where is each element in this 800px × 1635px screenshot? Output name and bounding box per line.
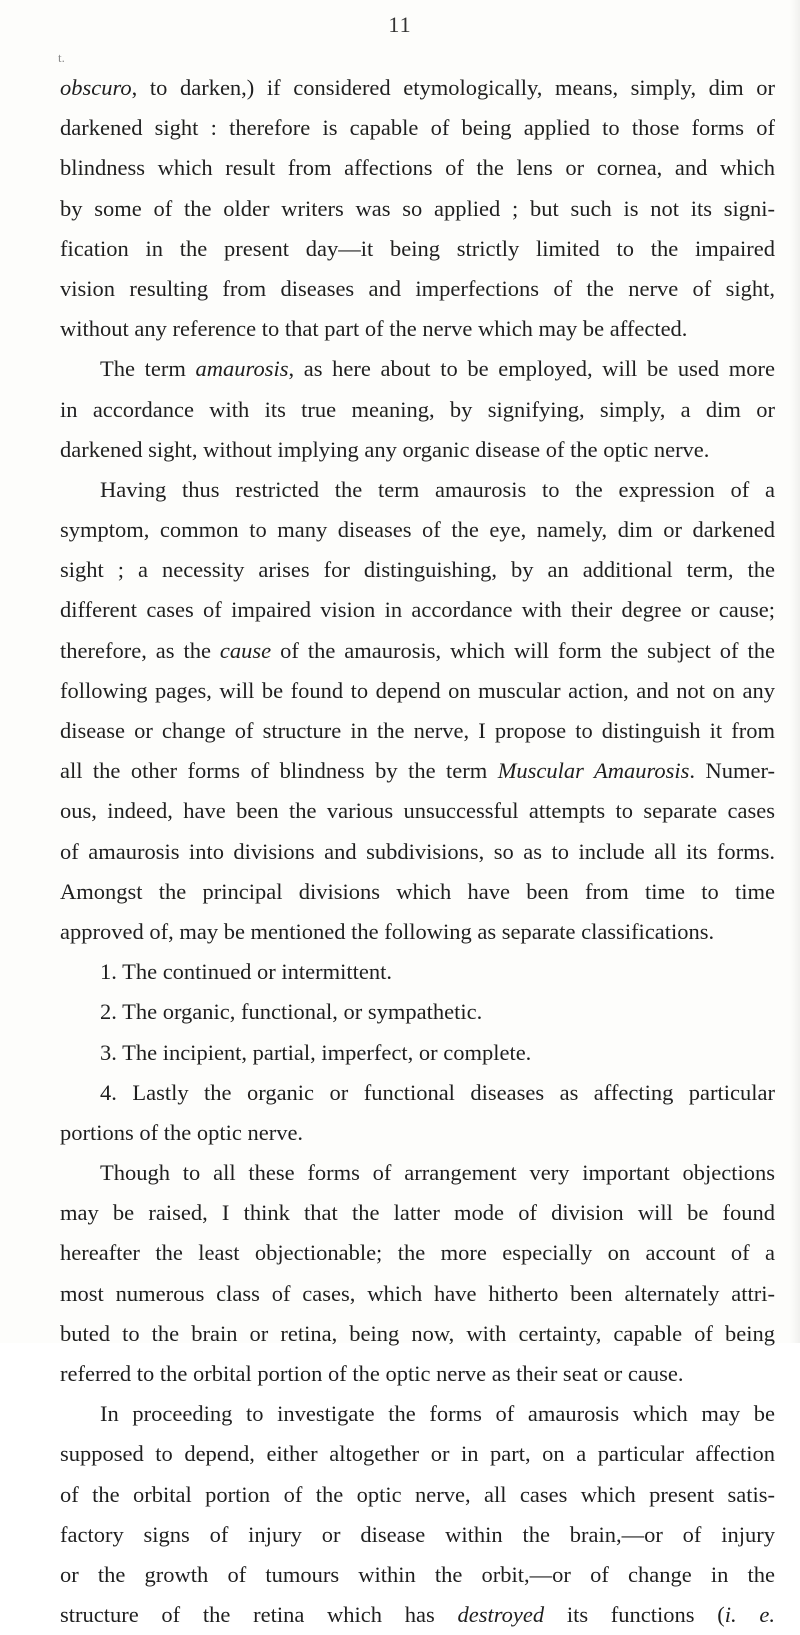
text-segment: by some of the older writers was so applied ; but such is not its signi- xyxy=(60,195,775,221)
text-line xyxy=(60,309,775,349)
text-line xyxy=(60,992,775,1032)
text-line xyxy=(60,631,775,671)
text-line xyxy=(60,108,775,148)
text-line xyxy=(60,349,775,389)
text-line xyxy=(60,590,775,630)
text-segment: its functions ( xyxy=(544,1602,725,1628)
text-line xyxy=(60,1595,775,1635)
text-segment: most numerous class of cases, which have hitherto been alternately attri- xyxy=(60,1280,775,1306)
text-line xyxy=(60,1515,775,1555)
text-segment: in accordance with its true meaning, by signifying, simply, a dim or xyxy=(60,396,775,422)
text-segment: approved of, may be mentioned the following as separate classifications. xyxy=(60,918,715,944)
italic-text: amaurosis xyxy=(195,356,289,382)
text-segment: Though to all these forms of arrangement very important objections xyxy=(100,1160,775,1186)
italic-text: destroyed xyxy=(457,1602,545,1628)
text-segment: vision resulting from diseases and imperfections of the nerve of sight, xyxy=(60,275,775,301)
text-segment: or the growth of tumours within the orbit,—or of change in the xyxy=(60,1561,775,1587)
text-line xyxy=(60,1394,775,1434)
text-segment: buted to the brain or retina, being now, with certainty, capable of being xyxy=(60,1320,775,1346)
text-line xyxy=(60,68,775,108)
body-text xyxy=(60,68,775,1635)
text-segment: symptom, common to many diseases of the eye, namely, dim or darkened xyxy=(60,517,775,543)
text-segment: factory signs of injury or disease within the brain,—or of injury xyxy=(60,1521,775,1547)
text-segment: blindness which result from affections of the lens or cornea, and which xyxy=(60,155,775,181)
text-line xyxy=(60,1555,775,1595)
text-line xyxy=(60,550,775,590)
text-line xyxy=(60,952,775,992)
text-segment: sight ; a necessity arises for distinguishing, by an additional term, the xyxy=(60,557,775,583)
text-segment: 2. The organic, functional, or sympathetic. xyxy=(100,999,483,1025)
text-segment: , to darken,) if considered etymologically, means, simply, dim or xyxy=(131,75,775,100)
text-segment: referred to the orbital portion of the optic nerve as their seat or cause. xyxy=(60,1361,684,1386)
italic-text: Muscular Amaurosis xyxy=(497,758,690,784)
text-line xyxy=(60,1073,775,1113)
page-number: 11 xyxy=(388,12,412,37)
text-segment: all the other forms of blindness by the term xyxy=(60,758,498,784)
text-line xyxy=(60,791,775,831)
text-segment: , as here about to be employed, will be used more xyxy=(288,356,775,382)
text-segment: In proceeding to investigate the forms of amaurosis which may be xyxy=(100,1401,775,1427)
text-segment: Having thus restricted the term amaurosis to the expression of a xyxy=(100,476,775,502)
text-line xyxy=(60,390,775,430)
text-line xyxy=(60,148,775,188)
text-line xyxy=(60,1475,775,1515)
text-segment: darkened sight : therefore is capable of being applied to those forms of xyxy=(60,115,775,141)
text-segment: of amaurosis into divisions and subdivisions, so as to include all its forms. xyxy=(60,838,775,864)
text-segment: therefore, as the xyxy=(60,637,220,663)
text-line xyxy=(60,1354,775,1394)
text-segment: . Numer- xyxy=(689,758,775,784)
text-segment: following pages, will be found to depend on muscular action, and not on any xyxy=(60,677,775,703)
text-line xyxy=(60,1113,775,1153)
italic-text: cause xyxy=(219,637,272,663)
text-segment: portions of the optic nerve. xyxy=(60,1119,304,1145)
text-segment: 3. The incipient, partial, imperfect, or complete. xyxy=(100,1039,532,1065)
text-segment: ous, indeed, have been the various unsuccessful attempts to separate cases xyxy=(60,798,775,824)
text-segment: The term xyxy=(100,356,196,382)
text-segment: may be raised, I think that the latter mode of division will be found xyxy=(60,1200,775,1226)
italic-text: i. e. xyxy=(724,1602,775,1628)
text-line xyxy=(60,711,775,751)
text-segment: disease or change of structure in the nerve, I propose to distinguish it from xyxy=(60,718,775,743)
text-segment: of the amaurosis, which will form the subject of the xyxy=(271,637,775,663)
text-segment: structure of the retina which has xyxy=(60,1602,458,1628)
text-line xyxy=(60,1193,775,1233)
text-line xyxy=(60,751,775,791)
text-line xyxy=(60,872,775,912)
text-segment: supposed to depend, either altogether or in part, on a particular affection xyxy=(60,1441,775,1467)
margin-mark: t. xyxy=(58,50,65,65)
page-edge-shadow xyxy=(790,0,800,1343)
text-segment: without any reference to that part of the nerve which may be affected. xyxy=(60,316,688,342)
text-line xyxy=(60,1033,775,1073)
text-line xyxy=(60,269,775,309)
text-line xyxy=(60,510,775,550)
text-segment: 4. Lastly the organic or functional diseases as affecting particular xyxy=(100,1079,775,1105)
text-line xyxy=(60,229,775,269)
text-segment: fication in the present day—it being strictly limited to the impaired xyxy=(60,235,775,261)
text-line xyxy=(60,430,775,470)
text-line xyxy=(60,1153,775,1193)
text-line xyxy=(60,1314,775,1354)
text-segment: 1. The continued or intermittent. xyxy=(100,959,393,985)
text-segment: Amongst the principal divisions which have been from time to time xyxy=(60,878,775,904)
text-line xyxy=(60,470,775,510)
text-segment: darkened sight, without implying any organic disease of the optic nerve. xyxy=(60,436,710,462)
text-line xyxy=(60,1233,775,1273)
text-line xyxy=(60,189,775,229)
italic-text: obscuro xyxy=(60,75,132,100)
text-line xyxy=(60,1274,775,1314)
text-line xyxy=(60,671,775,711)
text-line xyxy=(60,1434,775,1474)
text-line xyxy=(60,832,775,872)
text-line xyxy=(60,912,775,952)
text-segment: different cases of impaired vision in accordance with their degree or cause; xyxy=(60,597,775,623)
text-segment: hereafter the least objectionable; the more especially on account of a xyxy=(60,1240,775,1266)
text-segment: of the orbital portion of the optic nerve, all cases which present satis- xyxy=(60,1481,775,1507)
